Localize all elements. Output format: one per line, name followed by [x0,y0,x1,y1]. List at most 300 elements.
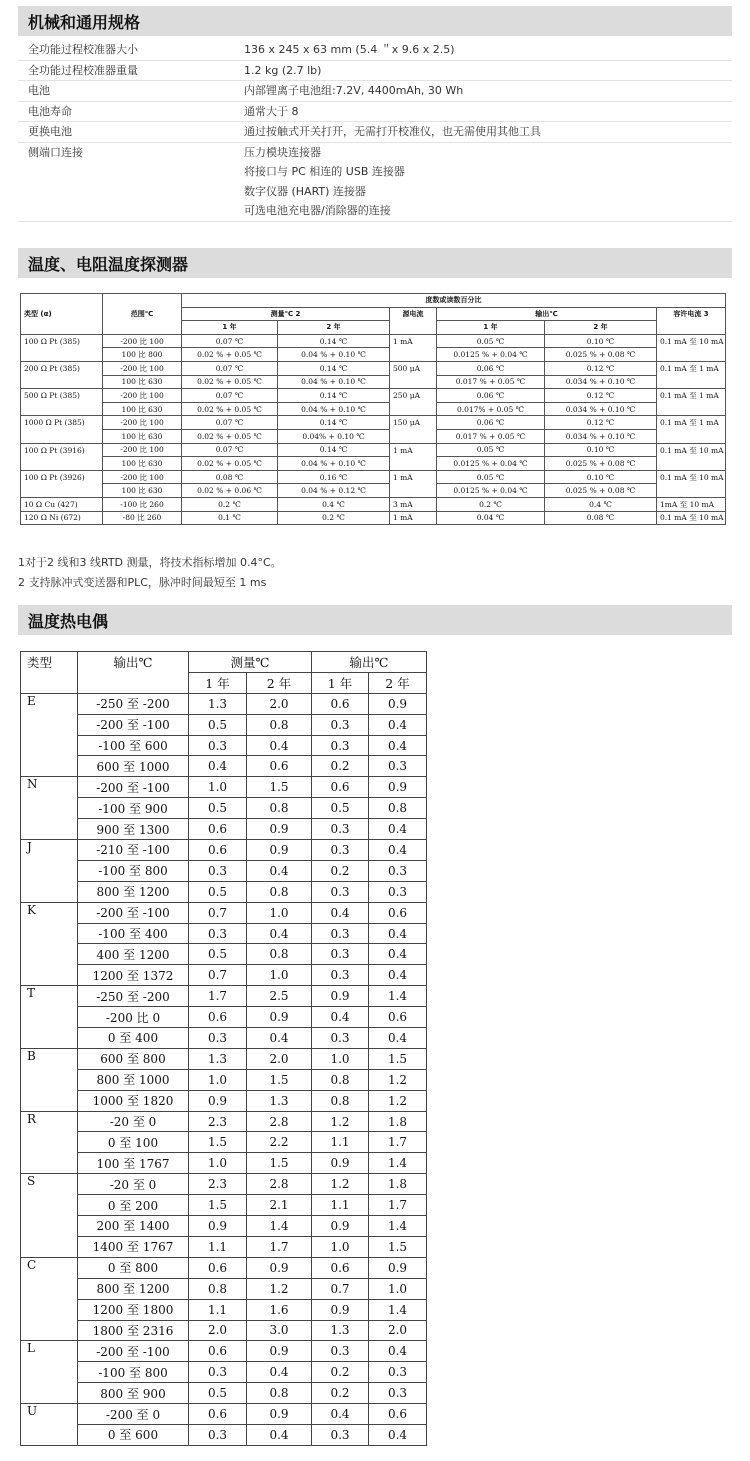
tc-type-cell [21,735,78,756]
tc-output-1y-cell: 1.2 [312,1174,369,1195]
tc-type-cell [21,798,78,819]
rtd-head-source: 源电流 [390,307,437,321]
tc-output-2y-cell: 0.4 [369,819,427,840]
tc-type-cell [21,965,78,986]
tc-measure-1y-cell: 2.3 [189,1111,247,1132]
rtd-output-2y-cell: 0.034 % + 0.10 ℃ [545,402,657,416]
rtd-allowed-cell [657,402,726,416]
tc-output-1y-cell: 1.1 [312,1195,369,1216]
tc-output-1y-cell: 0.3 [312,714,369,735]
tc-measure-1y-cell: 0.3 [189,1028,247,1049]
rtd-source-cell: 1 mA [390,334,437,348]
tc-row [21,1404,427,1425]
spec-label: 全功能过程校准器大小 [28,43,138,56]
tc-output-2y-cell: 1.4 [369,1216,427,1237]
tc-range-cell: 1000 至 1820 [78,1090,189,1111]
rtd-source-cell [390,429,437,443]
rtd-row [21,497,726,511]
rtd-measure-1y-cell: 0.2 ℃ [182,497,278,511]
rtd-source-cell: 1 mA [390,470,437,484]
tc-head-output: 输出℃ [312,652,427,673]
rtd-measure-1y-cell: 0.07 ℃ [182,389,278,403]
tc-head-year1: 1 年 [312,672,369,693]
rtd-row [21,402,726,416]
tc-row [21,840,427,861]
tc-measure-2y-cell: 0.9 [247,840,312,861]
tc-output-2y-cell: 1.5 [369,1236,427,1257]
tc-measure-2y-cell: 0.4 [247,860,312,881]
rtd-range-cell: 100 比 630 [103,484,182,498]
tc-range-cell: -210 至 -100 [78,840,189,861]
tc-output-1y-cell: 0.7 [312,1278,369,1299]
tc-row [21,714,427,735]
tc-row [21,902,427,923]
tc-type-cell: U [21,1404,78,1425]
rtd-row [21,375,726,389]
tc-row [21,756,427,777]
rtd-source-cell [390,348,437,362]
tc-row [21,1257,427,1278]
tc-row [21,923,427,944]
tc-measure-2y-cell: 2.1 [247,1195,312,1216]
tc-type-cell: N [21,777,78,798]
tc-measure-2y-cell: 3.0 [247,1320,312,1341]
footnote: 2 支持脉冲式变送器和PLC，脉冲时间最短至 1 ms [18,576,267,589]
tc-measure-2y-cell: 0.8 [247,944,312,965]
tc-row [21,1028,427,1049]
tc-range-cell: 0 至 100 [78,1132,189,1153]
rtd-range-cell: -200 比 100 [103,470,182,484]
tc-type-cell [21,1007,78,1028]
mech-section-header [18,6,732,36]
tc-measure-1y-cell: 0.5 [189,881,247,902]
rtd-output-1y-cell: 0.05 ℃ [437,334,545,348]
tc-output-2y-cell: 1.0 [369,1278,427,1299]
tc-output-1y-cell: 0.4 [312,902,369,923]
tc-measure-1y-cell: 0.3 [189,860,247,881]
tc-type-cell: J [21,840,78,861]
rtd-output-2y-cell: 0.025 % + 0.08 ℃ [545,457,657,471]
tc-measure-2y-cell: 2.0 [247,1048,312,1069]
rtd-measure-1y-cell: 0.07 ℃ [182,416,278,430]
rtd-row [21,348,726,362]
tc-measure-2y-cell: 1.5 [247,1069,312,1090]
tc-measure-1y-cell: 1.3 [189,693,247,714]
rtd-range-cell: -80 比 260 [103,511,182,525]
rtd-allowed-cell: 0.1 mA 至 1 mA [657,416,726,430]
tc-output-1y-cell: 0.3 [312,944,369,965]
tc-range-cell: -200 至 -100 [78,902,189,923]
rtd-output-2y-cell: 0.10 ℃ [545,334,657,348]
tc-output-2y-cell: 1.8 [369,1174,427,1195]
tc-output-1y-cell: 0.2 [312,860,369,881]
tc-type-cell: L [21,1341,78,1362]
rtd-type-cell: 100 Ω Pt (3916) [21,443,103,457]
tc-output-1y-cell: 0.3 [312,1424,369,1445]
spec-value: 可选电池充电器/消除器的连接 [244,204,391,217]
tc-output-2y-cell: 1.4 [369,1299,427,1320]
rtd-output-2y-cell: 0.034 % + 0.10 ℃ [545,375,657,389]
tc-row [21,1195,427,1216]
tc-range-cell: -200 至 -100 [78,777,189,798]
tc-row [21,1320,427,1341]
tc-range-cell: -200 至 -100 [78,714,189,735]
tc-measure-2y-cell: 1.6 [247,1299,312,1320]
tc-output-2y-cell: 1.5 [369,1048,427,1069]
rtd-allowed-cell [657,348,726,362]
rtd-measure-2y-cell: 0.04% + 0.10 ℃ [278,429,390,443]
tc-output-1y-cell: 0.3 [312,1028,369,1049]
rtd-source-cell [390,375,437,389]
tc-range-cell: 600 至 1000 [78,756,189,777]
rtd-head-allowed: 容许电流 3 [657,307,726,321]
rtd-type-cell: 10 Ω Cu (427) [21,497,103,511]
rtd-output-2y-cell: 0.034 % + 0.10 ℃ [545,429,657,443]
tc-output-2y-cell: 0.4 [369,1028,427,1049]
rtd-output-1y-cell: 0.05 ℃ [437,443,545,457]
tc-row [21,1236,427,1257]
rtd-section-title: 温度、电阻温度探测器 [28,255,189,274]
rtd-type-cell [21,348,103,362]
tc-measure-2y-cell: 0.9 [247,1404,312,1425]
tc-output-1y-cell: 1.0 [312,1236,369,1257]
tc-range-cell: 0 至 200 [78,1195,189,1216]
spec-value: 1.2 kg (2.7 lb) [244,63,322,77]
tc-section-title: 温度热电偶 [28,612,109,631]
tc-output-2y-cell: 0.9 [369,693,427,714]
rtd-output-1y-cell: 0.06 ℃ [437,361,545,375]
rtd-measure-2y-cell: 0.14 ℃ [278,443,390,457]
rtd-measure-2y-cell: 0.04 % + 0.12 ℃ [278,484,390,498]
tc-row [21,1048,427,1069]
thermocouple-table [20,651,427,1446]
tc-measure-2y-cell: 0.4 [247,1362,312,1383]
rtd-output-2y-cell: 0.08 ℃ [545,511,657,525]
rtd-head-blank [21,321,103,335]
rtd-output-2y-cell: 0.10 ℃ [545,470,657,484]
tc-measure-2y-cell: 2.8 [247,1174,312,1195]
tc-type-cell [21,714,78,735]
rtd-output-1y-cell: 0.06 ℃ [437,389,545,403]
tc-output-1y-cell: 0.3 [312,840,369,861]
rtd-range-cell: -200 比 100 [103,334,182,348]
tc-range-cell: 0 至 600 [78,1424,189,1445]
rtd-type-cell: 1000 Ω Pt (385) [21,416,103,430]
tc-measure-2y-cell: 0.8 [247,714,312,735]
tc-row [21,965,427,986]
tc-range-cell: -250 至 -200 [78,986,189,1007]
tc-measure-1y-cell: 0.3 [189,923,247,944]
tc-output-2y-cell: 0.6 [369,1007,427,1028]
tc-measure-1y-cell: 0.5 [189,1383,247,1404]
rtd-measure-1y-cell: 0.02 % + 0.05 ℃ [182,375,278,389]
tc-head-blank [78,672,189,693]
rtd-type-cell [21,457,103,471]
rtd-row [21,389,726,403]
tc-output-2y-cell: 1.7 [369,1132,427,1153]
rtd-type-cell [21,429,103,443]
rtd-output-2y-cell: 0.025 % + 0.08 ℃ [545,484,657,498]
rtd-measure-1y-cell: 0.07 ℃ [182,361,278,375]
tc-output-1y-cell: 0.8 [312,1090,369,1111]
tc-output-2y-cell: 1.2 [369,1090,427,1111]
tc-range-cell: 1400 至 1767 [78,1236,189,1257]
spec-label: 侧端口连接 [28,145,83,159]
rtd-allowed-cell: 0.1 mA 至 1 mA [657,389,726,403]
tc-range-cell: -100 至 800 [78,860,189,881]
spec-value-group [244,61,732,81]
tc-row [21,819,427,840]
tc-row [21,693,427,714]
tc-range-cell: -100 至 900 [78,798,189,819]
spec-value: 压力模块连接器 [244,145,321,159]
tc-type-cell: C [21,1257,78,1278]
rtd-head-year1: 1 年 [182,321,278,335]
tc-type-cell [21,1383,78,1404]
tc-type-cell [21,756,78,777]
tc-measure-1y-cell: 1.7 [189,986,247,1007]
spec-label: 全功能过程校准器重量 [28,63,138,77]
tc-row [21,1341,427,1362]
rtd-output-2y-cell: 0.10 ℃ [545,443,657,457]
rtd-section-header [18,248,732,278]
rtd-type-cell [21,375,103,389]
tc-output-2y-cell: 0.3 [369,756,427,777]
tc-measure-1y-cell: 0.8 [189,1278,247,1299]
tc-range-cell: 0 至 400 [78,1028,189,1049]
tc-type-cell [21,1216,78,1237]
tc-output-1y-cell: 1.3 [312,1320,369,1341]
rtd-allowed-cell [657,484,726,498]
rtd-output-1y-cell: 0.017 % + 0.05 ℃ [437,375,545,389]
tc-type-cell [21,819,78,840]
rtd-output-2y-cell: 0.025 % + 0.08 ℃ [545,348,657,362]
rtd-allowed-cell [657,457,726,471]
tc-row [21,1007,427,1028]
tc-type-cell [21,923,78,944]
rtd-allowed-cell: 1mA 至 10 mA [657,497,726,511]
tc-output-1y-cell: 0.3 [312,735,369,756]
tc-range-cell: 1200 至 1800 [78,1299,189,1320]
rtd-output-1y-cell: 0.0125 % + 0.04 ℃ [437,457,545,471]
rtd-range-cell: 100 比 630 [103,429,182,443]
tc-head-type: 类型 [21,652,78,673]
tc-range-cell: 100 至 1767 [78,1153,189,1174]
tc-output-2y-cell: 0.4 [369,923,427,944]
rtd-output-1y-cell: 0.017 % + 0.05 ℃ [437,429,545,443]
footnote: 1对于2 线和3 线RTD 测量，将技术指标增加 0.4°C。 [18,556,282,569]
tc-measure-1y-cell: 1.3 [189,1048,247,1069]
tc-type-cell [21,1090,78,1111]
tc-head-measure: 测量℃ [189,652,312,673]
tc-output-2y-cell: 0.4 [369,714,427,735]
tc-measure-2y-cell: 0.8 [247,881,312,902]
tc-measure-1y-cell: 1.5 [189,1195,247,1216]
tc-type-cell [21,1195,78,1216]
rtd-head-top: 度数或读数百分比 [182,294,726,308]
rtd-allowed-cell: 0.1 mA 至 10 mA [657,470,726,484]
tc-output-2y-cell: 0.8 [369,798,427,819]
rtd-head-year1: 1 年 [437,321,545,335]
tc-row [21,1216,427,1237]
rtd-allowed-cell: 0.1 mA 至 10 mA [657,511,726,525]
rtd-measure-2y-cell: 0.14 ℃ [278,389,390,403]
tc-output-2y-cell: 1.4 [369,986,427,1007]
rtd-output-1y-cell: 0.05 ℃ [437,470,545,484]
tc-type-cell [21,860,78,881]
tc-output-1y-cell: 0.9 [312,1299,369,1320]
rtd-measure-1y-cell: 0.07 ℃ [182,334,278,348]
tc-measure-2y-cell: 2.8 [247,1111,312,1132]
tc-type-cell [21,881,78,902]
spec-row [18,143,732,222]
tc-output-2y-cell: 0.9 [369,1257,427,1278]
tc-measure-2y-cell: 0.8 [247,798,312,819]
rtd-type-cell: 100 Ω Pt (3926) [21,470,103,484]
tc-output-1y-cell: 0.8 [312,1069,369,1090]
tc-output-2y-cell: 0.9 [369,777,427,798]
spec-row [18,40,732,61]
rtd-allowed-cell: 0.1 mA 至 10 mA [657,334,726,348]
rtd-output-2y-cell: 0.12 ℃ [545,361,657,375]
tc-head-year1: 1 年 [189,672,247,693]
tc-row [21,1069,427,1090]
rtd-type-cell [21,484,103,498]
tc-measure-1y-cell: 0.6 [189,1404,247,1425]
rtd-measure-2y-cell: 0.14 ℃ [278,416,390,430]
tc-measure-2y-cell: 0.4 [247,923,312,944]
rtd-source-cell: 1 mA [390,443,437,457]
spec-row [18,102,732,123]
tc-measure-2y-cell: 1.2 [247,1278,312,1299]
tc-row [21,881,427,902]
rtd-allowed-cell [657,429,726,443]
rtd-output-1y-cell: 0.2 ℃ [437,497,545,511]
tc-type-cell: S [21,1174,78,1195]
rtd-type-cell: 120 Ω Ni (672) [21,511,103,525]
tc-type-cell [21,1236,78,1257]
tc-measure-2y-cell: 0.6 [247,756,312,777]
tc-measure-1y-cell: 1.5 [189,1132,247,1153]
spec-row [18,61,732,82]
rtd-measure-1y-cell: 0.02 % + 0.05 ℃ [182,429,278,443]
tc-range-cell: 800 至 900 [78,1383,189,1404]
rtd-measure-1y-cell: 0.02 % + 0.05 ℃ [182,457,278,471]
rtd-output-1y-cell: 0.04 ℃ [437,511,545,525]
tc-head-blank [21,672,78,693]
tc-output-1y-cell: 0.4 [312,1007,369,1028]
tc-output-2y-cell: 1.2 [369,1069,427,1090]
rtd-allowed-cell: 0.1 mA 至 1 mA [657,361,726,375]
tc-type-cell: T [21,986,78,1007]
rtd-type-cell [21,402,103,416]
tc-measure-1y-cell: 1.1 [189,1236,247,1257]
tc-output-1y-cell: 1.2 [312,1111,369,1132]
rtd-output-2y-cell: 0.12 ℃ [545,416,657,430]
rtd-allowed-cell [657,375,726,389]
tc-measure-2y-cell: 0.9 [247,1257,312,1278]
tc-range-cell: -100 至 800 [78,1362,189,1383]
tc-output-2y-cell: 0.4 [369,735,427,756]
tc-range-cell: 600 至 800 [78,1048,189,1069]
tc-output-1y-cell: 1.1 [312,1132,369,1153]
tc-measure-2y-cell: 0.9 [247,819,312,840]
tc-row [21,1362,427,1383]
spec-value-group [244,81,732,101]
spec-value: 通过按触式开关打开，无需打开校准仪，也无需使用其他工具 [244,125,541,138]
tc-measure-2y-cell: 2.5 [247,986,312,1007]
rtd-output-1y-cell: 0.06 ℃ [437,416,545,430]
tc-type-cell [21,1069,78,1090]
tc-output-1y-cell: 0.5 [312,798,369,819]
rtd-row [21,361,726,375]
rtd-measure-2y-cell: 0.04 % + 0.10 ℃ [278,348,390,362]
rtd-output-1y-cell: 0.0125 % + 0.04 ℃ [437,348,545,362]
spec-label: 电池寿命 [28,104,72,118]
tc-output-1y-cell: 0.2 [312,1383,369,1404]
tc-output-1y-cell: 0.3 [312,965,369,986]
tc-range-cell: 800 至 1000 [78,1069,189,1090]
tc-type-cell: K [21,902,78,923]
tc-row [21,944,427,965]
rtd-measure-2y-cell: 0.04 % + 0.10 ℃ [278,375,390,389]
tc-range-cell: -100 至 600 [78,735,189,756]
rtd-range-cell: -200 比 100 [103,389,182,403]
tc-head-year2: 2 年 [369,672,427,693]
tc-measure-1y-cell: 0.5 [189,714,247,735]
tc-output-1y-cell: 0.3 [312,1341,369,1362]
tc-measure-1y-cell: 0.5 [189,798,247,819]
rtd-measure-1y-cell: 0.02 % + 0.06 ℃ [182,484,278,498]
rtd-range-cell: -200 比 100 [103,416,182,430]
tc-output-1y-cell: 0.9 [312,1153,369,1174]
rtd-source-cell: 500 μA [390,361,437,375]
spec-label: 更换电池 [28,125,72,138]
rtd-range-cell: 100 比 630 [103,402,182,416]
tc-type-cell: B [21,1048,78,1069]
rtd-measure-2y-cell: 0.2 ℃ [278,511,390,525]
tc-row [21,1383,427,1404]
tc-type-cell: E [21,693,78,714]
tc-output-1y-cell: 0.6 [312,777,369,798]
tc-measure-2y-cell: 0.9 [247,1341,312,1362]
tc-output-2y-cell: 0.6 [369,902,427,923]
rtd-row [21,416,726,430]
tc-measure-2y-cell: 0.4 [247,735,312,756]
rtd-source-cell [390,484,437,498]
tc-measure-1y-cell: 0.6 [189,1257,247,1278]
tc-type-cell [21,1362,78,1383]
rtd-head-blank [657,321,726,335]
tc-range-cell: 400 至 1200 [78,944,189,965]
spec-value: 将接口与 PC 相连的 USB 连接器 [244,165,405,178]
tc-output-2y-cell: 0.4 [369,1341,427,1362]
rtd-row [21,511,726,525]
tc-measure-2y-cell: 1.0 [247,902,312,923]
tc-measure-1y-cell: 0.3 [189,735,247,756]
tc-range-cell: 800 至 1200 [78,881,189,902]
tc-measure-1y-cell: 0.9 [189,1216,247,1237]
rtd-allowed-cell: 0.1 mA 至 10 mA [657,443,726,457]
spec-value: 136 x 245 x 63 mm (5.4 ＂x 9.6 x 2.5) [244,43,455,56]
tc-row [21,798,427,819]
rtd-measure-2y-cell: 0.14 ℃ [278,334,390,348]
tc-measure-1y-cell: 0.6 [189,1341,247,1362]
tc-row [21,1174,427,1195]
tc-row [21,1090,427,1111]
tc-output-2y-cell: 1.8 [369,1111,427,1132]
tc-type-cell [21,1028,78,1049]
